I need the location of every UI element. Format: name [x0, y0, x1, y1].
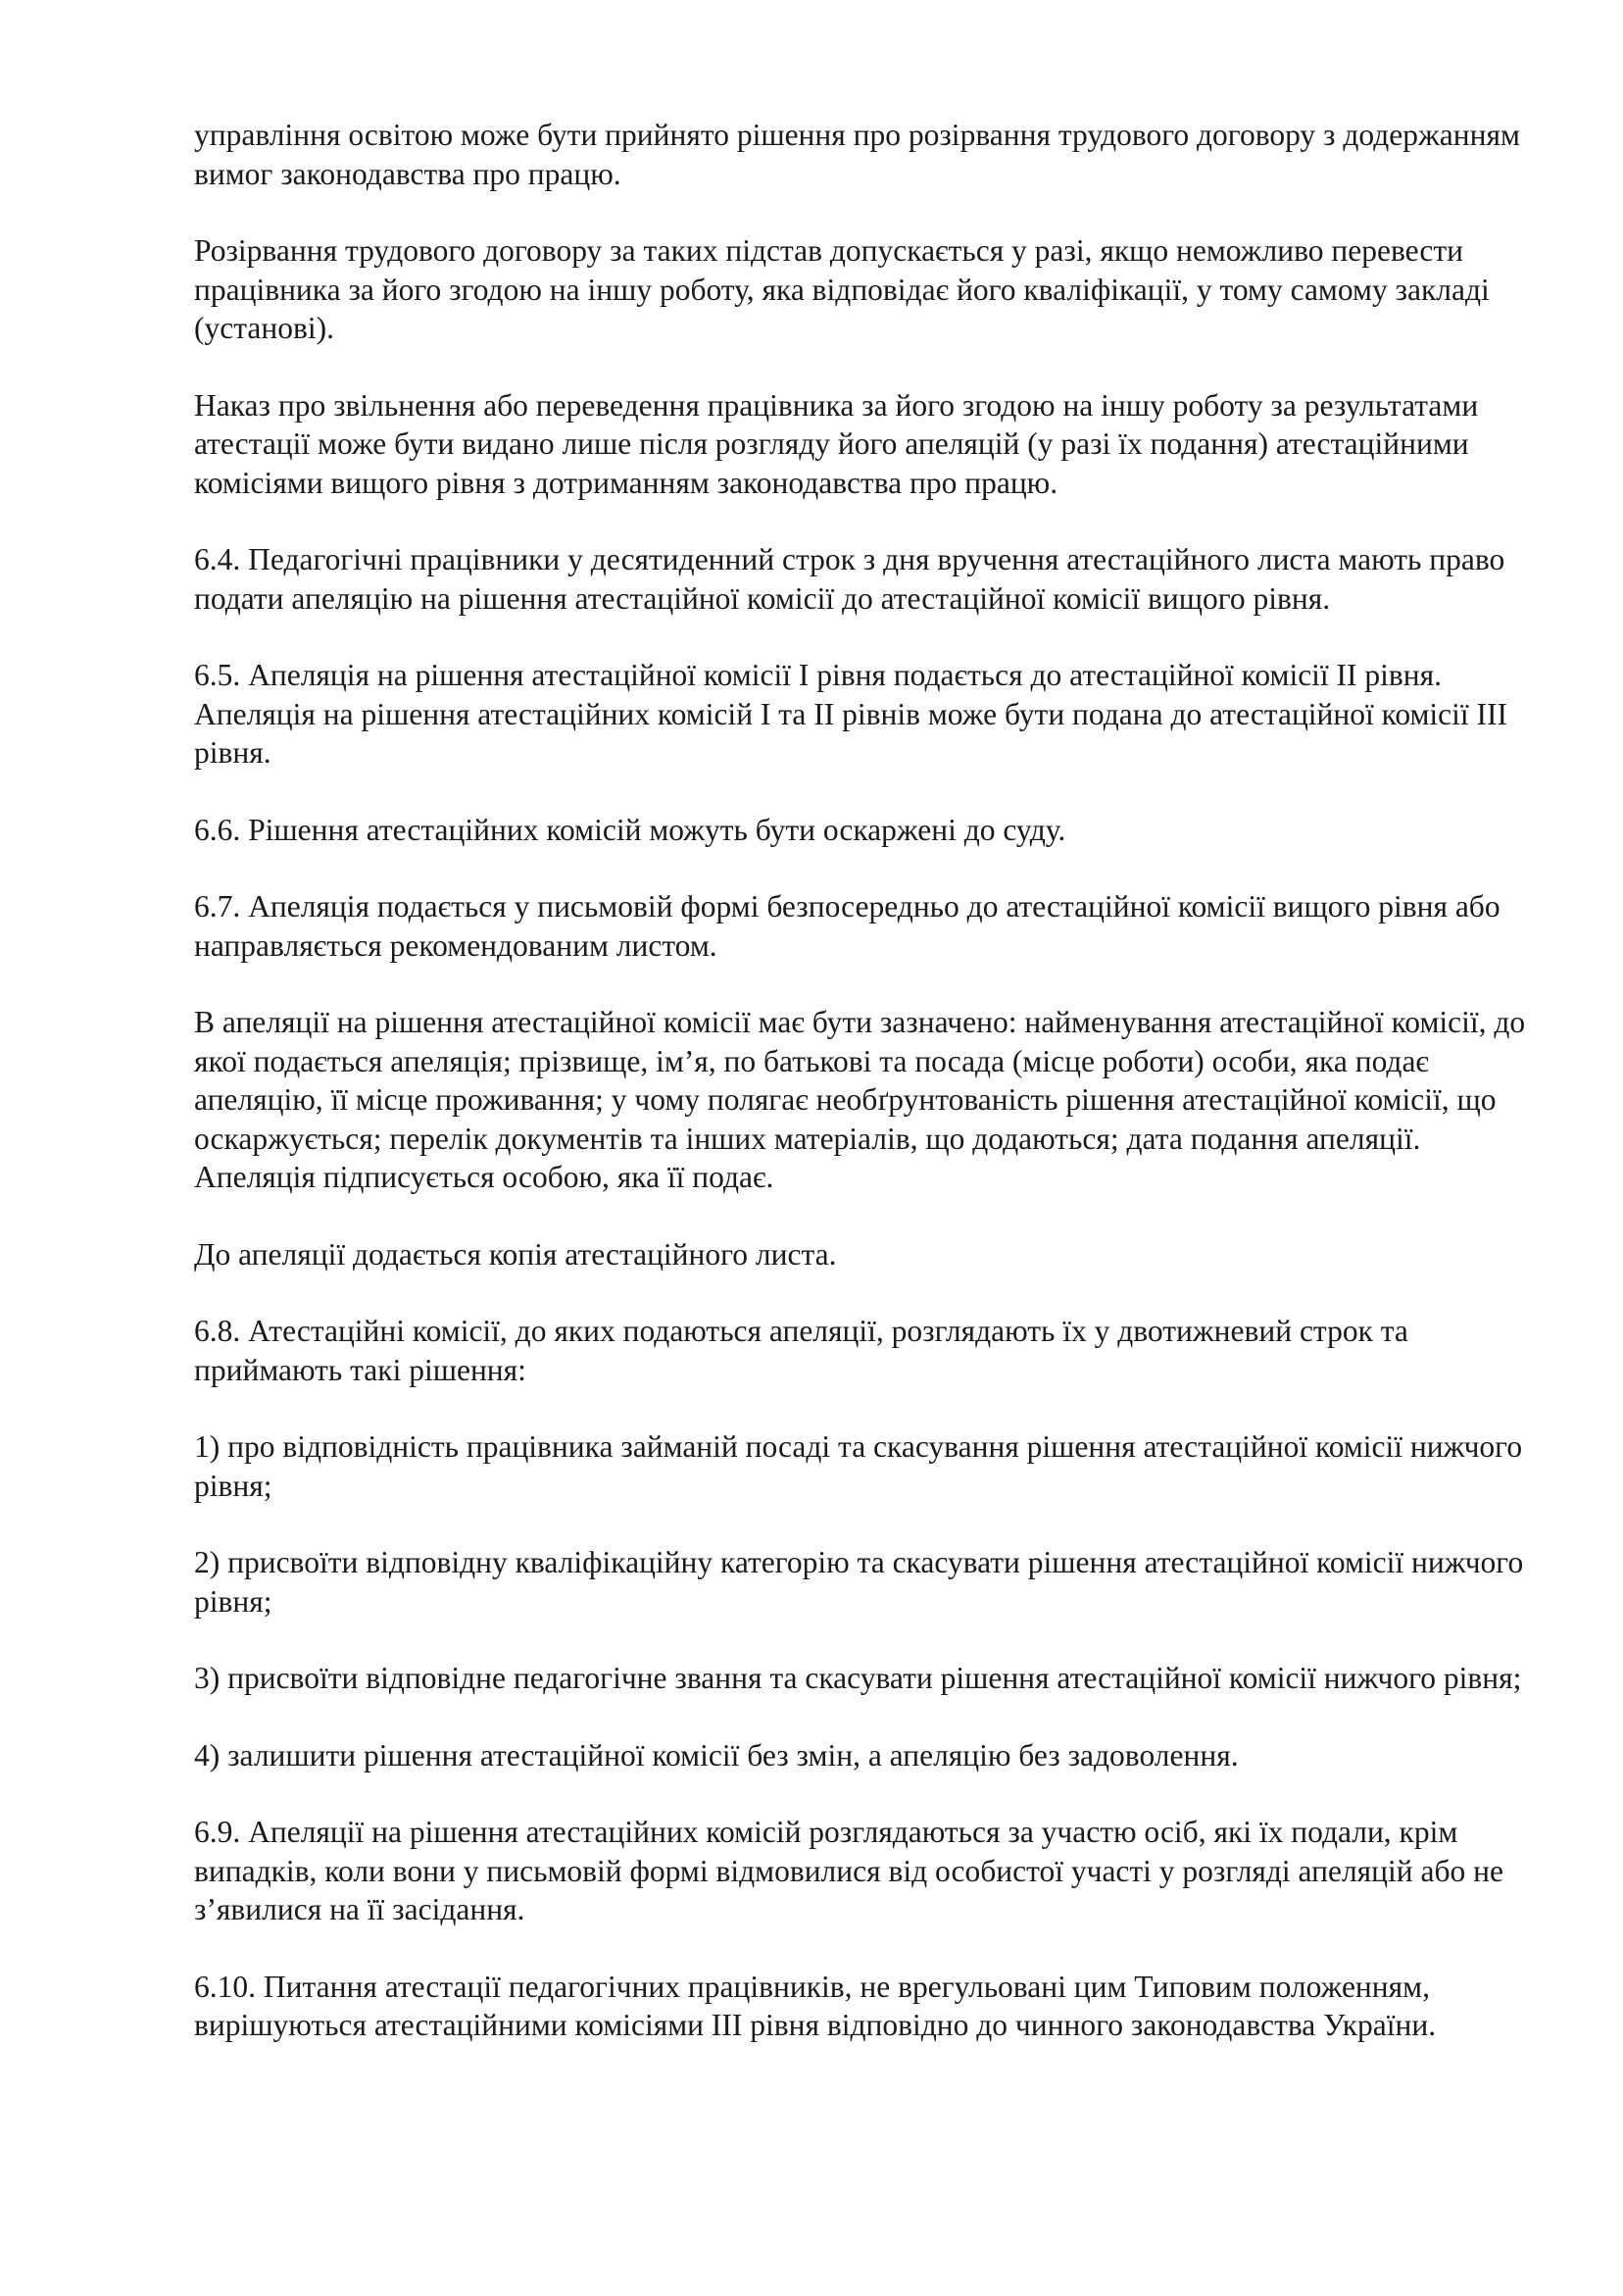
paragraph-6-9: 6.9. Апеляції на рішення атестаційних комісій розглядаються за участю осіб, які їх подали, крім випадків, коли вони у письмовій формі відмовилися від особистої участі у розгляді апеляцій або не з’явилися на її засідання.: [194, 1815, 1503, 1926]
list-item-2: 2) присвоїти відповідну кваліфікаційну категорію та скасувати рішення атестаційної комісії нижчого рівня;: [194, 1545, 1524, 1619]
paragraph-appeal-attachment: До апеляції додається копія атестаційного листа.: [194, 1236, 837, 1272]
paragraph-6-8: 6.8. Атестаційні комісії, до яких подаються апеляції, розглядають їх у двотижневий строк та приймають такі рішення:: [194, 1314, 1408, 1387]
paragraph-6-7: 6.7. Апеляція подається у письмовій формі безпосередньо до атестаційної комісії вищого рівня або направляється рекомендованим листом.: [194, 889, 1500, 963]
paragraph-6-4: 6.4. Педагогічні працівники у десятиденний строк з дня вручення атестаційного листа мають право подати апеляцію на рішення атестаційної комісії до атестаційної комісії вищого рівня.: [194, 542, 1505, 616]
list-item-4: 4) залишити рішення атестаційної комісії без змін, а апеляцію без задоволення.: [194, 1737, 1239, 1772]
list-item-1: 1) про відповідність працівника займаній посаді та скасування рішення атестаційної комісії нижчого рівня;: [194, 1429, 1523, 1503]
paragraph-appeal-contents: В апеляції на рішення атестаційної комісії має бути зазначено: найменування атестаційної комісії, до якої подається апеляція; прізвище, ім’я, по батькові та посада (місце роботи) особи, яка подає апеляцію, її місце проживання; у чому полягає необґрунтованість рішення атестаційної комісії, що оскаржується; перелік документів та інших матеріалів, що додаються; дата подання апеляції. Апеляція підписується особою, яка її подає.: [194, 1005, 1526, 1194]
paragraph-dismissal-decision: управління освітою може бути прийнято рішення про розірвання трудового договору з додержанням вимог законодавства про працю.: [194, 118, 1520, 191]
paragraph-6-5: 6.5. Апеляція на рішення атестаційної комісії I рівня подається до атестаційної комісії II рівня. Апеляція на рішення атестаційних комісій I та II рівнів може бути подана до атестаційної комісії III рівня.: [194, 658, 1508, 770]
paragraph-dismissal-order: Наказ про звільнення або переведення працівника за його згодою на іншу роботу за результатами атестації може бути видано лише після розгляду його апеляцій (у разі їх подання) атестаційними комісіями вищого рівня з дотриманням законодавства про працю.: [194, 387, 1479, 500]
paragraph-6-10: 6.10. Питання атестації педагогічних працівників, не врегульовані цим Типовим положенням, вирішуються атестаційними комісіями III рівня відповідно до чинного законодавства України.: [194, 1969, 1437, 2042]
list-item-3: 3) присвоїти відповідне педагогічне звання та скасувати рішення атестаційної комісії нижчого рівня;: [194, 1661, 1522, 1695]
paragraph-6-6: 6.6. Рішення атестаційних комісій можуть бути оскаржені до суду.: [194, 812, 1066, 847]
document-page: [194, 116, 1529, 2083]
paragraph-termination-conditions: Розірвання трудового договору за таких підстав допускається у разі, якщо неможливо перевести працівника за його згодою на іншу роботу, яка відповідає його кваліфікації, у тому самому закладі (установі).: [194, 233, 1490, 345]
